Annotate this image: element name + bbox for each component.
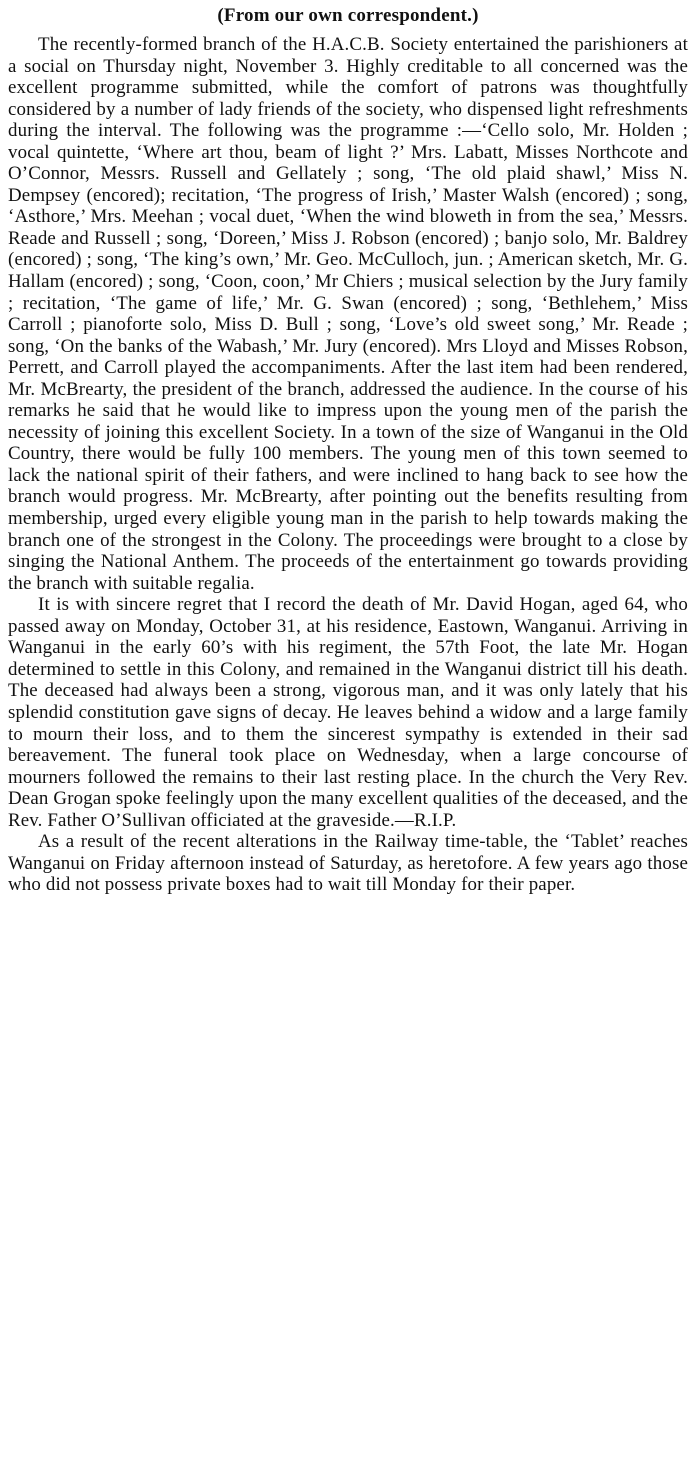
paragraph-obituary: It is with sincere regret that I record the death of Mr. David Hogan, aged 64, who passed away on Monday, October 31, at his residence, Eastown, Wanganui. Arriving in Wanganui in the early 60’s with his regiment, the 57th Foot, the late Mr. Hogan determined to settle in this Colony, and remained in the Wanganui district till his death. The deceased had always been a strong, vigorous man, and it was only lately that his splendid constitution gave signs of decay. He leaves behind a widow and a large family to mourn their loss, and to them the sincerest sympathy is extended in their sad bereavement. The funeral took place on Wednesday, when a large concourse of mourners followed the remains to their last resting place. In the church the Very Rev. Dean Grogan spoke feelingly upon the many excellent qualities of the deceased, and the Rev. Father O’Sullivan officiated at the graveside.—R.I.P. — [8, 594, 688, 831]
paragraph-railway: As a result of the recent alterations in the Railway time-table, the ‘Tablet’ reaches Wanganui on Friday afternoon instead of Saturday, as heretofore. A few years ago those who did not possess private boxes had to wait till Monday for their paper. — [8, 831, 688, 896]
newspaper-column — [8, 0, 688, 896]
paragraph-social: The recently-formed branch of the H.A.C.B. Society entertained the parishioners at a social on Thursday night, November 3. Highly creditable to all concerned was the excellent programme submitted, while the comfort of patrons was thoughtfully considered by a number of lady friends of the society, who dispensed light refreshments during the interval. The following was the programme :—‘Cello solo, Mr. Holden ; vocal quintette, ‘Where art thou, beam of light ?’ Mrs. Labatt, Misses Northcote and O’Connor, Messrs. Russell and Gellately ; song, ‘The old plaid shawl,’ Miss N. Dempsey (encored); recitation, ‘The progress of Irish,’ Master Walsh (encored) ; song, ‘Asthore,’ Mrs. Meehan ; vocal duet, ‘When the wind bloweth in from the sea,’ Messrs. Reade and Russell ; song, ‘Doreen,’ Miss J. Robson (encored) ; banjo solo, Mr. Baldrey (encored) ; song, ‘The king’s own,’ Mr. Geo. McCulloch, jun. ; American sketch, Mr. G. Hallam (encored) ; song, ‘Coon, coon,’ Mr Chiers ; musical selection by the Jury family ; recitation, ‘The game of life,’ Mr. G. Swan (encored) ; song, ‘Bethlehem,’ Miss Carroll ; pianoforte solo, Miss D. Bull ; song, ‘Love’s old sweet song,’ Mr. Reade ; song, ‘On the banks of the Wabash,’ Mr. Jury (encored). Mrs Lloyd and Misses Robson, Perrett, and Carroll played the accompaniments. After the last item had been rendered, Mr. McBrearty, the president of the branch, addressed the audience. In the course of his remarks he said that he would like to impress upon the young men of the parish the necessity of joining this excellent Society. In a town of the size of Wanganui in the Old Country, there would be fully 100 members. The young men of this town seemed to lack the national spirit of their fathers, and were inclined to hang back to see how the branch would progress. Mr. McBrearty, after pointing out the benefits resulting from membership, urged every eligible young man in the parish to help towards making the branch one of the strongest in the Colony. The proceedings were brought to a close by singing the National Anthem. The proceeds of the entertainment go towards providing the branch with suitable regalia. — [8, 34, 688, 594]
dateline: (From our own correspondent.) — [217, 5, 479, 26]
